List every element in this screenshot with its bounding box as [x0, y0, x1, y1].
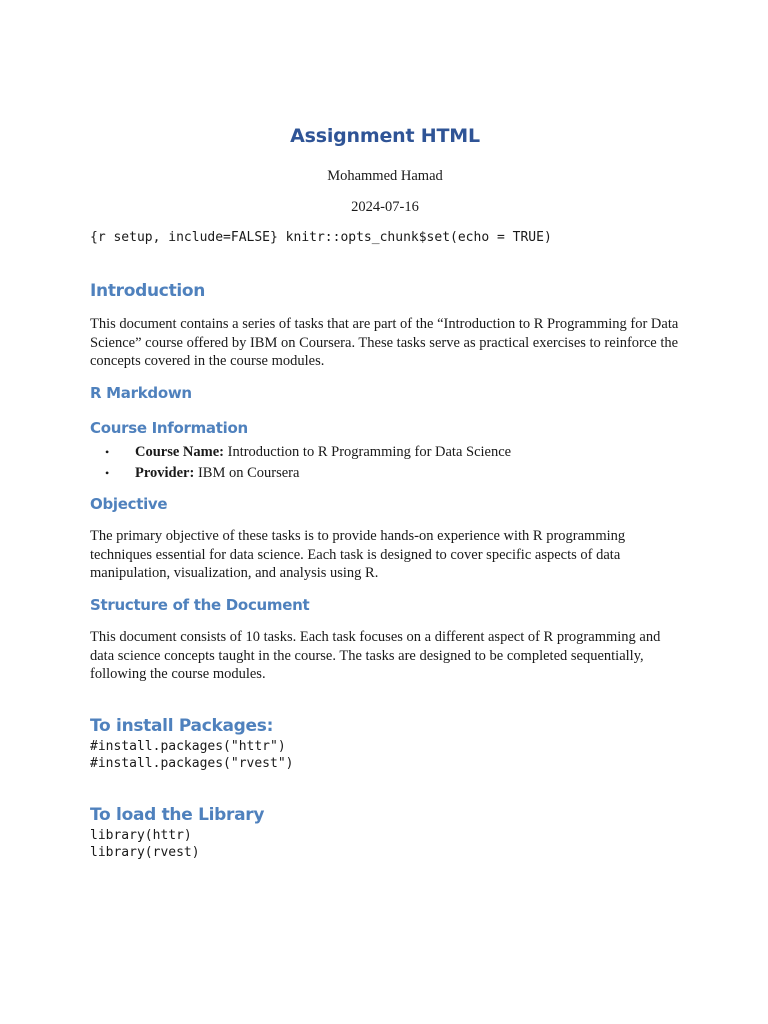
list-item	[90, 463, 680, 484]
structure-heading: Structure of the Document	[90, 596, 310, 614]
install-heading: To install Packages:	[90, 716, 274, 736]
objective-heading: Objective	[90, 495, 168, 513]
course-information-heading: Course Information	[90, 419, 248, 437]
document-author: Mohammed Hamad	[327, 168, 443, 184]
code-line: library(rvest)	[90, 845, 200, 860]
document-date: 2024-07-16	[351, 199, 419, 215]
bullet-icon: •	[105, 445, 110, 459]
code-line: #install.packages("rvest")	[90, 756, 294, 771]
list-item-value: Introduction to R Programming for Data Science	[224, 444, 512, 460]
bullet-icon: •	[105, 466, 110, 480]
course-information-list	[90, 442, 680, 484]
objective-text: The primary objective of these tasks is to provide hands-on experience with R programming techniques essential for data science. Each task is designed to cover specific aspects of data manipulation, visualization, and analysis using R.	[90, 528, 626, 581]
list-item	[90, 442, 680, 463]
setup-code: {r setup, include=FALSE} knitr::opts_chunk$set(echo = TRUE)	[90, 230, 552, 245]
list-item-value: IBM on Coursera	[194, 465, 300, 481]
introduction-text: This document contains a series of tasks that are part of the “Introduction to R Programming for Data Science” course offered by IBM on Coursera. These tasks serve as practical exercises to reinforce the concepts covered in the course modules.	[90, 316, 679, 369]
code-line: library(httr)	[90, 828, 192, 843]
introduction-heading: Introduction	[90, 281, 206, 301]
structure-text: This document consists of 10 tasks. Each task focuses on a different aspect of R programming and data science concepts taught in the course. The tasks are designed to be completed sequentially, following the course modules.	[90, 629, 661, 682]
r-markdown-heading: R Markdown	[90, 384, 192, 402]
code-line: #install.packages("httr")	[90, 739, 286, 754]
list-item-label: Provider:	[135, 465, 195, 481]
list-item-label: Course Name:	[135, 444, 224, 460]
load-code	[90, 827, 200, 861]
install-code	[90, 738, 294, 772]
load-heading: To load the Library	[90, 805, 265, 825]
document-title: Assignment HTML	[290, 125, 480, 147]
